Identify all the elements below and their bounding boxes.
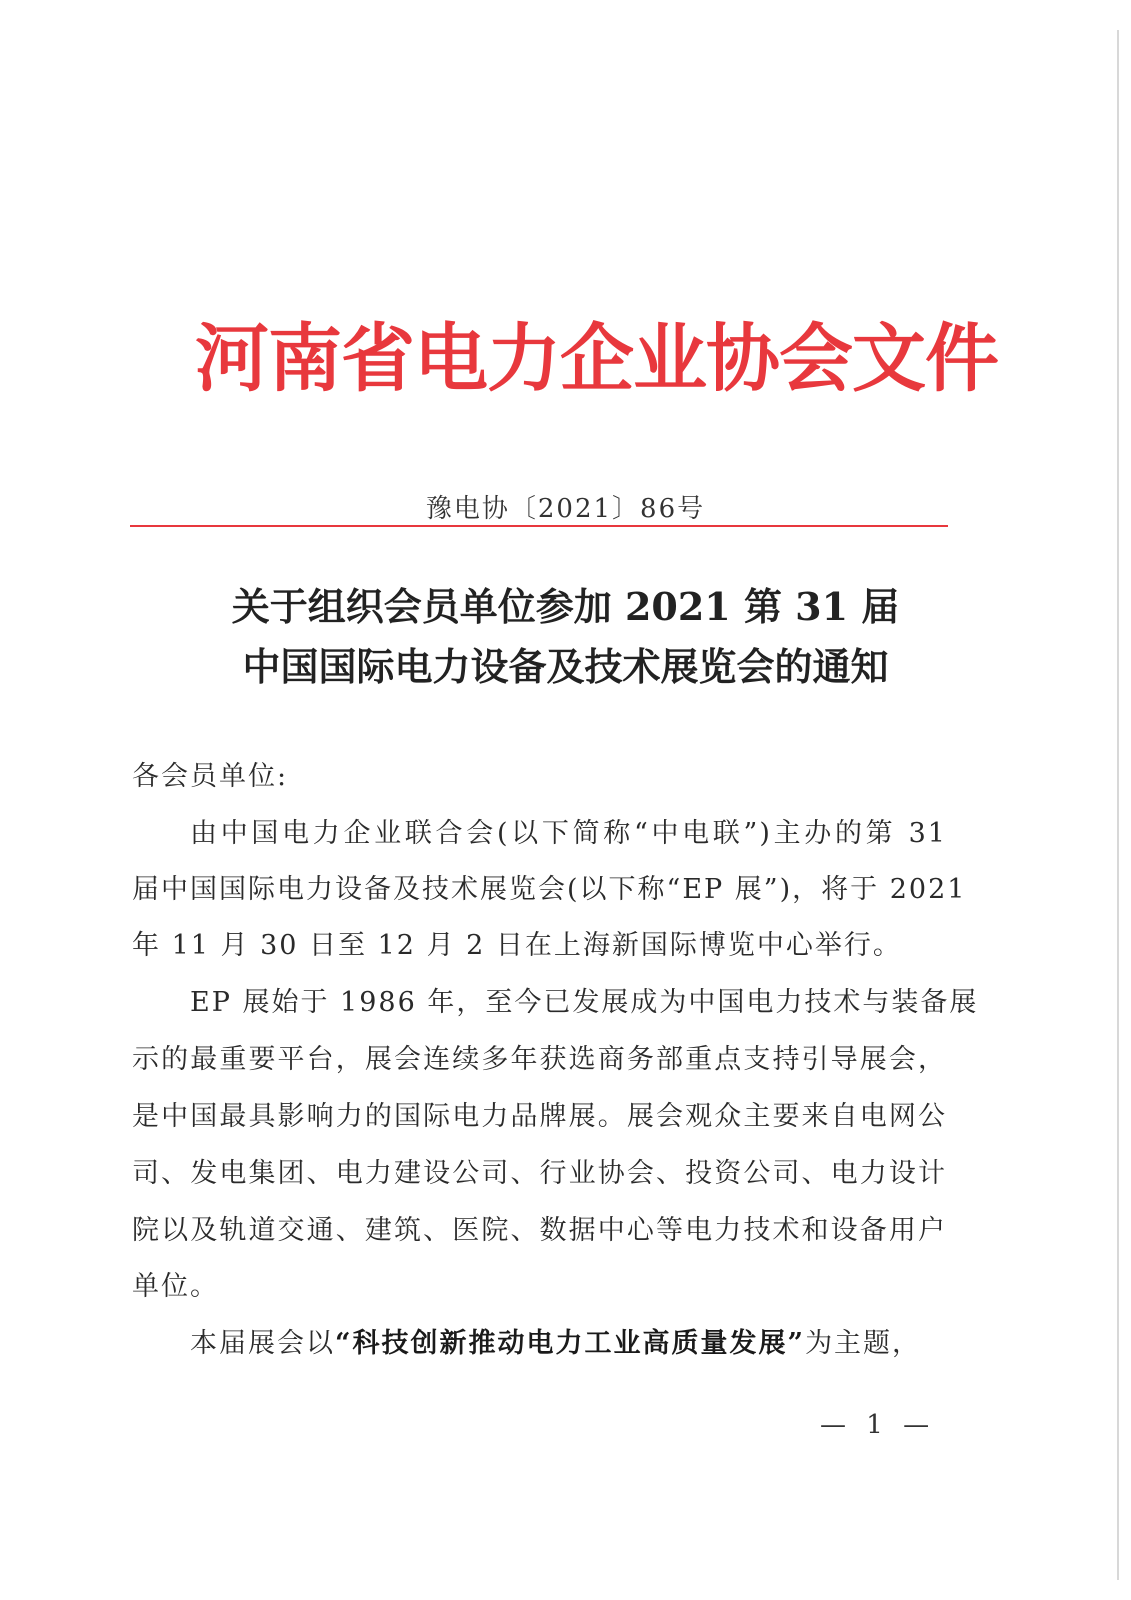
notice-title-line-1: 关于组织会员单位参加 2021 第 31 届 (231, 584, 900, 629)
page-number: — 1 — (820, 1410, 936, 1440)
salutation: 各会员单位: (132, 761, 289, 792)
scan-edge-line (1117, 30, 1119, 1580)
paragraph-2-line-2: 示的最重要平台，展会连续多年获选商务部重点支持引导展会， (132, 1044, 947, 1075)
paragraph-1-line-1: 由中国电力企业联合会(以下简称“中电联”)主办的第 31 (190, 818, 947, 849)
org-header-title: 河南省电力企业协会文件 (195, 316, 998, 402)
document-number: 豫电协〔2021〕86号 (425, 494, 706, 524)
paragraph-2-line-6: 单位。 (132, 1271, 219, 1302)
paragraph-2-line-3: 是中国最具影响力的国际电力品牌展。展会观众主要来自电网公 (132, 1101, 947, 1132)
paragraph-1-line-3: 年 11 月 30 日至 12 月 2 日在上海新国际博览中心举行。 (132, 930, 902, 961)
paragraph-1-line-2: 届中国国际电力设备及技术展览会(以下称“EP 展”)，将于 2021 (132, 874, 967, 905)
header-divider (130, 525, 948, 527)
notice-title-line-2: 中国国际电力设备及技术展览会的通知 (242, 644, 889, 689)
paragraph-2-line-1: EP 展始于 1986 年，至今已发展成为中国电力技术与装备展 (190, 987, 979, 1018)
paragraph-2-line-5: 院以及轨道交通、建筑、医院、数据中心等电力技术和设备用户 (132, 1215, 947, 1246)
paragraph-3-suffix: 为主题， (805, 1328, 922, 1359)
exhibition-theme: “科技创新推动电力工业高质量发展” (335, 1328, 806, 1359)
paragraph-3-line-1 (190, 1330, 921, 1357)
paragraph-2-line-4: 司、发电集团、电力建设公司、行业协会、投资公司、电力设计 (132, 1158, 947, 1189)
paragraph-3-prefix: 本届展会以 (190, 1328, 335, 1359)
